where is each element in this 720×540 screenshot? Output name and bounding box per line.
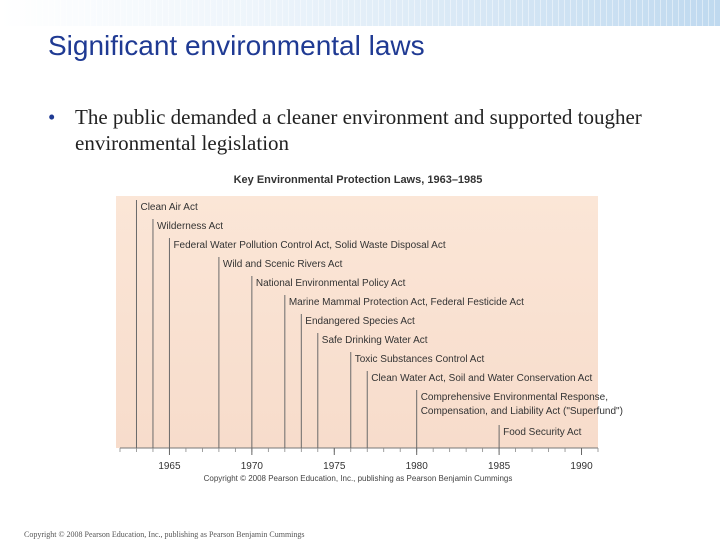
figure-copyright: Copyright © 2008 Pearson Education, Inc., publishing as Pearson Benjamin Cummings — [203, 474, 513, 483]
law-label: Toxic Substances Control Act — [354, 354, 485, 365]
law-label: Endangered Species Act — [305, 316, 415, 327]
law-label: Comprehensive Environmental Response, Compensation, and Liability Act ("Superfund") — [420, 392, 623, 417]
timeline-chart — [116, 172, 623, 472]
axis-tick-label: 1985 — [487, 461, 511, 472]
bullet-marker: • — [48, 105, 56, 129]
axis-tick-label: 1975 — [323, 461, 346, 472]
header-band — [0, 0, 720, 26]
law-label: National Environmental Policy Act — [255, 278, 406, 289]
law-label: Marine Mammal Protection Act, Federal Festicide Act — [288, 297, 524, 308]
law-label: Federal Water Pollution Control Act, Solid Waste Disposal Act — [173, 240, 446, 251]
law-label: Clean Water Act, Soil and Water Conservation Act — [371, 373, 593, 384]
timeline-figure — [116, 172, 623, 488]
law-label: Clean Air Act — [140, 202, 198, 213]
law-label: Safe Drinking Water Act — [321, 335, 428, 346]
figure-title: Key Environmental Protection Laws, 1963–1985 — [233, 174, 483, 186]
axis-tick-label: 1965 — [158, 461, 181, 472]
axis-tick-label: 1990 — [570, 461, 593, 472]
law-label: Wild and Scenic Rivers Act — [222, 259, 343, 270]
bullet-text: The public demanded a cleaner environment and supported tougher environmental legislation — [75, 105, 642, 155]
law-label: Wilderness Act — [156, 221, 224, 232]
law-label: Food Security Act — [503, 427, 582, 438]
slide-title: Significant environmental laws — [48, 30, 425, 61]
axis-tick-label: 1980 — [405, 461, 428, 472]
bullet-point — [48, 104, 688, 156]
axis-tick-label: 1970 — [240, 461, 263, 472]
slide-footer: Copyright © 2008 Pearson Education, Inc., publishing as Pearson Benjamin Cummings — [24, 530, 305, 539]
